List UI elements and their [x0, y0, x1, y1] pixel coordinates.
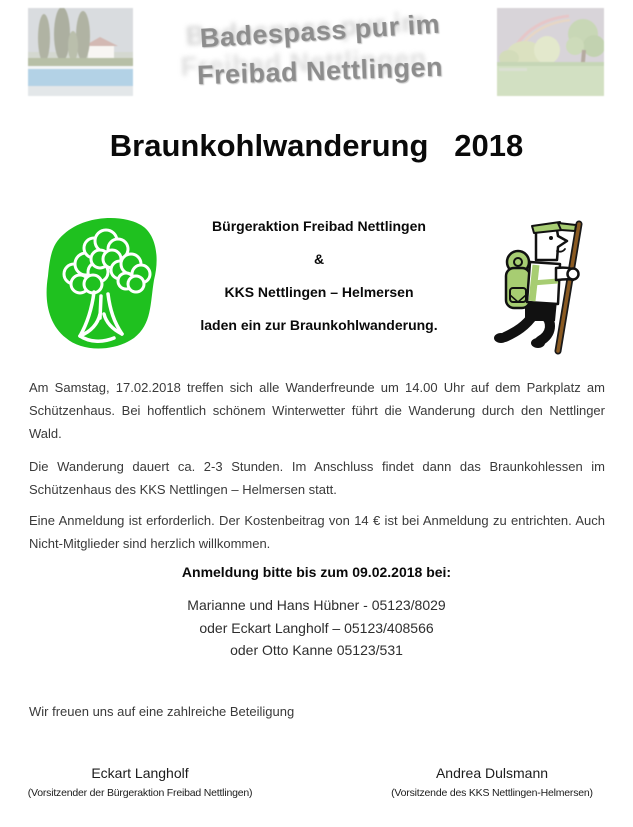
org2-name: KKS Nettlingen – Helmersen	[224, 284, 414, 300]
invite-sentence: laden ein zur Braunkohlwanderung.	[200, 317, 438, 333]
watermark-line2: Freibad Nettlingen	[196, 51, 444, 91]
paragraph-registration: Eine Anmeldung ist erforderlich. Der Kostenbeitrag von 14 € ist bei Anmeldung zu entrichten. Auch Nicht-Mitglieder sind herzlich willkommen.	[29, 513, 605, 551]
org1-name: Bürgeraktion Freibad Nettlingen	[212, 218, 426, 234]
signature-left	[22, 765, 258, 799]
broccoli-icon	[34, 212, 162, 354]
pool-photo-art	[28, 8, 133, 96]
page-title: Braunkohlwanderung 2018	[109, 128, 524, 163]
broccoli-logo	[34, 212, 162, 354]
paragraph-meeting: Am Samstag, 17.02.2018 treffen sich alle Wanderfreunde um 14.00 Uhr auf dem Parkplatz am Schützenhaus. Bei hoffentlich schönem Winterwetter führt die Wanderung durch den Nettlinger Wald.	[29, 380, 605, 441]
signatory-name-dulsmann: Andrea Dulsmann	[435, 765, 549, 781]
paragraph-duration: Die Wanderung dauert ca. 2-3 Stunden. Im Anschluss findet dann das Braunkohlessen im Schützenhaus des KKS Nettlingen – Helmersen statt.	[29, 459, 605, 497]
signatory-role-dulsmann: (Vorsitzende des KKS Nettlingen-Helmersen)	[391, 787, 593, 799]
invitation-block	[163, 219, 475, 351]
rainbow-photo-art	[497, 8, 604, 96]
registration-deadline-heading: Anmeldung bitte bis zum 09.02.2018 bei:	[181, 564, 452, 580]
contact-line-kanne: oder Otto Kanne 05123/531	[230, 642, 403, 658]
signatory-name-langholf: Eckart Langholf	[91, 765, 189, 781]
freibad-pool-photo	[28, 8, 133, 96]
signatory-role-langholf: (Vorsitzender der Bürgeraktion Freibad Nettlingen)	[27, 787, 253, 799]
hiker-icon	[478, 210, 608, 355]
watermark-line1: Badespass pur im	[198, 8, 441, 54]
contact-line-huebner: Marianne und Hans Hübner - 05123/8029	[187, 597, 446, 613]
hiker-illustration	[478, 210, 608, 355]
closing-line: Wir freuen uns auf eine zahlreiche Beteiligung	[29, 704, 295, 719]
signature-right	[372, 765, 612, 799]
contact-line-langholf: oder Eckart Langholf – 05123/408566	[199, 619, 434, 636]
header-watermark	[128, 8, 512, 91]
ampersand: &	[313, 251, 325, 267]
contact-list	[0, 594, 633, 662]
rainbow-garden-photo	[497, 8, 604, 96]
